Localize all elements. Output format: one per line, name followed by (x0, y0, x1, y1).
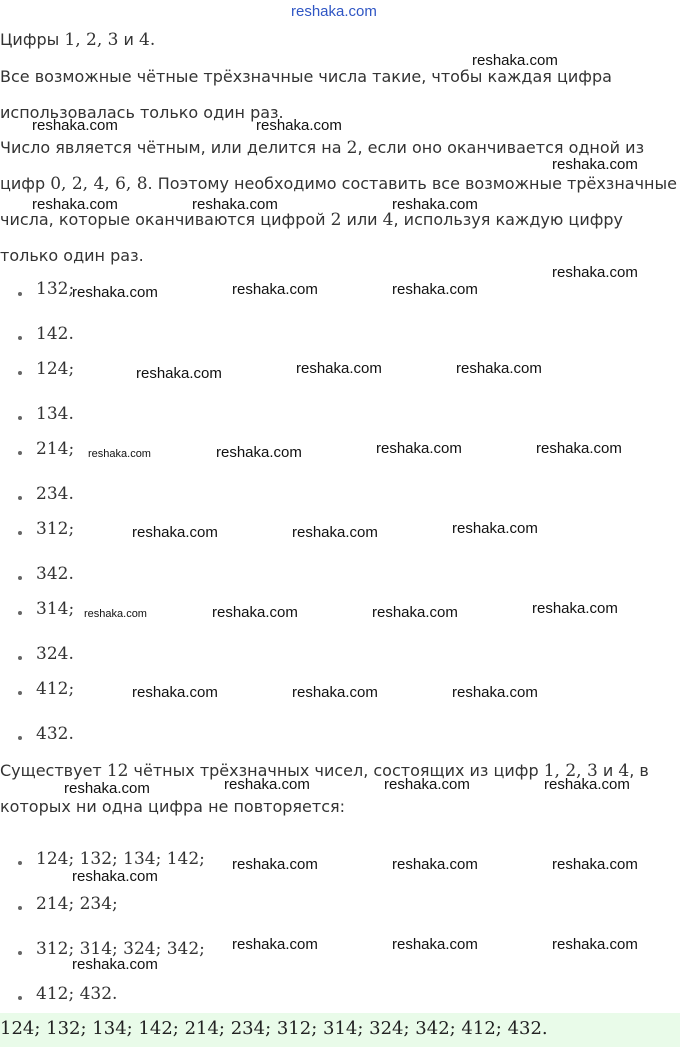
bullet (18, 496, 22, 500)
watermark: reshaka.com (372, 604, 458, 621)
watermark: reshaka.com (232, 936, 318, 953)
watermark: reshaka.com (32, 117, 118, 134)
bullet (18, 691, 22, 695)
watermark: reshaka.com (256, 117, 342, 134)
watermark: reshaka.com (192, 196, 278, 213)
watermark: reshaka.com (392, 196, 478, 213)
bullet (18, 656, 22, 660)
line-task-1: Все возможные чётные трёхзначные числа такие, чтобы каждая цифра (0, 67, 612, 86)
watermark: reshaka.com (212, 604, 298, 621)
line-digits: Цифры 1, 2, 3 и 4. (0, 30, 156, 50)
watermark: reshaka.com (72, 868, 158, 885)
list-item: 342. (36, 564, 74, 584)
watermark: reshaka.com (392, 856, 478, 873)
line-conclusion-2: которых ни одна цифра не повторяется: (0, 797, 346, 816)
watermark: reshaka.com (552, 936, 638, 953)
answer-box (0, 1013, 680, 1047)
line-conclusion-1: Существует 12 чётных трёхзначных чисел, состоящих из цифр 1, 2, 3 и 4, в (0, 761, 649, 781)
bullet (18, 531, 22, 535)
list-item: 312; 314; 324; 342; (36, 939, 205, 959)
line-rule-3: числа, которые оканчиваются цифрой 2 или 4, используя каждую цифру (0, 210, 624, 230)
list-item: 124; (36, 359, 75, 379)
watermark: reshaka.com (452, 684, 538, 701)
watermark: reshaka.com (552, 156, 638, 173)
watermark: reshaka.com (292, 524, 378, 541)
bullet (18, 576, 22, 580)
watermark: reshaka.com (32, 196, 118, 213)
answer-text: 124; 132; 134; 142; 214; 234; 312; 314; 324; 342; 412; 432. (0, 1018, 548, 1039)
line-rule-4: только один раз. (0, 246, 144, 265)
list-item: 324. (36, 644, 74, 664)
bullet (18, 451, 22, 455)
list-item: 432. (36, 724, 74, 744)
watermark: reshaka.com (376, 440, 462, 457)
watermark: reshaka.com (532, 600, 618, 617)
watermark: reshaka.com (552, 264, 638, 281)
list-item: 142. (36, 324, 74, 344)
watermark-top: reshaka.com (291, 3, 377, 20)
watermark: reshaka.com (552, 856, 638, 873)
bullet (18, 996, 22, 1000)
watermark: reshaka.com (132, 524, 218, 541)
watermark: reshaka.com (452, 520, 538, 537)
watermark: reshaka.com (132, 684, 218, 701)
watermark: reshaka.com (536, 440, 622, 457)
bullet (18, 371, 22, 375)
line-task-2: использовалась только один раз. (0, 103, 284, 122)
bullet (18, 736, 22, 740)
bullet (18, 611, 22, 615)
bullet (18, 416, 22, 420)
list-item: 412; 432. (36, 984, 118, 1004)
watermark: reshaka.com (72, 956, 158, 973)
watermark: reshaka.com (88, 448, 151, 460)
watermark: reshaka.com (64, 780, 150, 797)
bullet (18, 951, 22, 955)
line-rule-2: цифр 0, 2, 4, 6, 8. Поэтому необходимо составить все возможные трёхзначные (0, 174, 677, 194)
watermark: reshaka.com (544, 776, 630, 793)
watermark: reshaka.com (392, 281, 478, 298)
list-item: 412; (36, 679, 75, 699)
watermark: reshaka.com (456, 360, 542, 377)
watermark: reshaka.com (216, 444, 302, 461)
list-item: 312; (36, 519, 75, 539)
watermark: reshaka.com (384, 776, 470, 793)
watermark: reshaka.com (392, 936, 478, 953)
line-rule-1: Число является чётным, или делится на 2, если оно оканчивается одной из (0, 138, 645, 158)
list-item: 124; 132; 134; 142; (36, 849, 205, 869)
list-item: 132; (36, 279, 75, 299)
watermark: reshaka.com (224, 776, 310, 793)
watermark: reshaka.com (72, 284, 158, 301)
bullet (18, 292, 22, 296)
list-item: 214; (36, 439, 75, 459)
list-item: 214; 234; (36, 894, 118, 914)
list-item: 314; (36, 599, 75, 619)
watermark: reshaka.com (84, 608, 147, 620)
bullet (18, 906, 22, 910)
list-item: 134. (36, 404, 74, 424)
watermark: reshaka.com (136, 365, 222, 382)
watermark: reshaka.com (296, 360, 382, 377)
list-item: 234. (36, 484, 74, 504)
watermark: reshaka.com (472, 52, 558, 69)
watermark: reshaka.com (232, 856, 318, 873)
bullet (18, 336, 22, 340)
bullet (18, 861, 22, 865)
watermark: reshaka.com (292, 684, 378, 701)
watermark: reshaka.com (232, 281, 318, 298)
